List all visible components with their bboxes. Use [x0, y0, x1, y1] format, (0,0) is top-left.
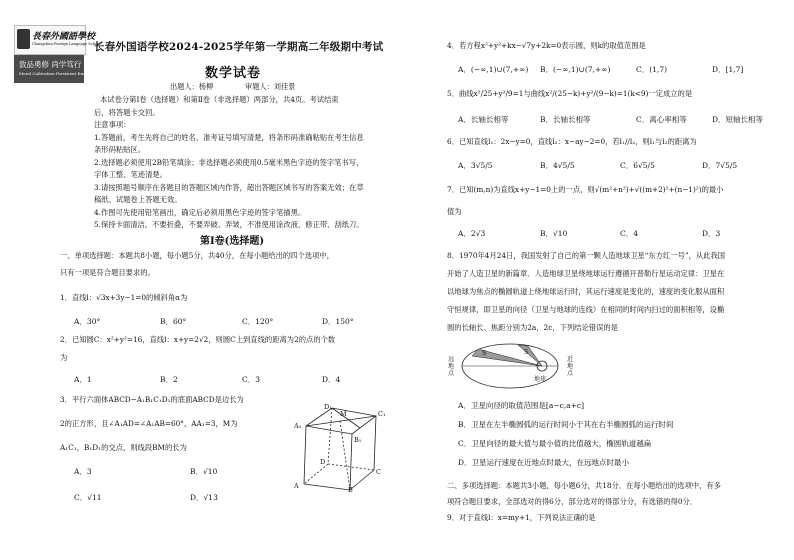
motto-cn: 敦品勇修 尚学笃行: [19, 60, 82, 69]
q6-option-b[interactable]: B．4√5/5: [540, 161, 575, 170]
q8-option-a[interactable]: A．卫星向径的取值范围是[a−c,a+c]: [458, 401, 585, 410]
q4-option-a[interactable]: A．(−∞,1)∪(7,+∞): [458, 65, 529, 74]
q7-stem: 7．已知(m,n)为直线x+y−1=0上的一点，则√(m²+n²)+√((m+2)²+(n−1)²)的最小: [447, 185, 724, 194]
motto-en: Moral Cultivation Persistent Endeavor: [19, 71, 97, 76]
fig-label: C₁: [378, 410, 386, 418]
q5-option-d[interactable]: D．短轴长相等: [712, 115, 764, 124]
q7-stem-cont: 值为: [447, 207, 462, 216]
q6-option-a[interactable]: A．3√5/5: [458, 161, 493, 170]
intro-line: 字体工整、笔迹清楚。: [94, 170, 167, 179]
intro-line: 3.请按照题号顺序在各题目的答题区域内作答，超出答题区域书写的答案无效；在草: [94, 182, 364, 192]
q5-option-a[interactable]: A．长轴长相等: [458, 115, 509, 124]
intro-line: 稿纸、试题卷上答题无效。: [94, 195, 182, 204]
school-logo: [14, 25, 101, 83]
q7-option-b[interactable]: B．√10: [540, 229, 568, 238]
q4-option-b[interactable]: B．(−∞,1)∪(7,+∞): [540, 65, 611, 74]
q1-option-c[interactable]: C．120°: [242, 317, 274, 326]
q3-option-b[interactable]: B．√10: [190, 467, 218, 476]
fig-label: B: [348, 486, 353, 492]
logo-motto: [14, 55, 97, 83]
fig-label: 地球: [534, 376, 547, 383]
q2-stem: 2．已知圆C：x²+y²=16，直线l：x+y=2√2，则圆C上到直线的距离为2的点的个数: [60, 335, 336, 344]
fig-label: D₁: [324, 404, 332, 411]
crest-icon: [17, 29, 30, 49]
logo-calligraphy: [14, 25, 101, 55]
q8-option-d[interactable]: D．卫星运行速度在近地点时最大，在远地点时最小: [458, 458, 630, 467]
subject-title: 数学试卷: [205, 66, 262, 81]
parallelepiped-figure: [290, 404, 388, 492]
q8-stem-cont: 圆的长轴长、焦距分别为2a，2c，下列结论错误的是: [447, 323, 618, 332]
logo-name: 長春外國語學校: [32, 32, 96, 42]
q1-option-d[interactable]: D．150°: [322, 317, 354, 326]
q8-stem-cont: 以地球为焦点的椭圆轨道上绕地球运行时，其运行速度是变化的，速度的变化服从面积: [447, 287, 725, 296]
q4-option-d[interactable]: D．[1,7]: [712, 65, 744, 74]
q9-stem: 9．对于直线l：x=my+1，下列说法正确的是: [447, 513, 596, 522]
q3-stem-cont: A₁C₁，B₁D₁的交点，则线段BM的长为: [60, 443, 187, 452]
q1-option-b[interactable]: B．60°: [160, 317, 187, 326]
intro-line: 1.答题前，考生先将自己的姓名、准考证号填写清楚，将条形码准确粘贴在考生信息: [94, 132, 364, 142]
q3-option-c[interactable]: C．√11: [74, 493, 102, 502]
q8-stem-cont: 开始了人造卫星的新篇章．人造地球卫星绕地球运行遵循开普勒行星运动定律：卫星在: [447, 269, 725, 278]
section2-instr: 二、多项选择题：本题共3小题，每小题6分，共18分．在每小题给出的选项中，有多: [447, 481, 721, 490]
q8-stem-cont: 守恒规律，即卫星的向径（卫星与地球的连线）在相同的时间内扫过的面积相等，设椭: [447, 305, 725, 314]
intro-line: 4.作图可先使用铅笔画出，确定后必须用黑色字迹的签字笔描黑。: [94, 207, 306, 217]
q5-option-c[interactable]: C．离心率相等: [636, 115, 687, 124]
q8-option-c[interactable]: C．卫星向径的最大值与最小值的比值越大，椭圆轨道越扁: [458, 439, 652, 448]
intro-line: 5.保持卡面清洁，不要折叠，不要弄破、弄皱，不准使用涂改液、修正带、刮纸刀。: [94, 220, 364, 229]
intro-line: 注意事项：: [94, 120, 131, 129]
section1-heading: 第Ⅰ卷(选择题): [200, 236, 265, 247]
exam-title: 长春外国语学校2024-2025学年第一学期高二年级期中考试: [94, 41, 384, 53]
intro-line: 条形码粘贴区。: [94, 145, 146, 154]
orbit-figure: [448, 340, 572, 392]
q3-stem-cont: 2的正方形，且∠A₁AD=∠A₁AB=60°，AA₁=3，M为: [60, 419, 238, 428]
reviewer: 审题人：刘佳景: [245, 82, 296, 91]
q4-stem: 4．若方程x²+y²+kx−√7y+2k=0表示圆，则k的取值范围是: [447, 41, 646, 50]
q7-option-c[interactable]: C．4: [620, 229, 639, 238]
intro-line: 本试卷分第Ⅰ卷（选择题）和第Ⅱ卷（非选择题）两部分，共4页。考试结束: [100, 95, 339, 104]
q2-stem-cont: 为: [60, 353, 68, 362]
q3-option-a[interactable]: A．3: [74, 467, 92, 476]
q4-option-c[interactable]: C．(1,7): [636, 65, 668, 74]
intro-line: 后，将答题卡交回。: [94, 107, 160, 117]
q6-stem: 6．已知直线l₁：2x−y=0，直线l₂：x−ay−2=0，若l₁//l₂，则l₁与l₂的距离为: [447, 137, 697, 146]
section1-instr: 一、单项选择题：本题共8小题，每小题5分，共40分，在每小题给出的四个选项中，: [60, 251, 334, 260]
q7-option-a[interactable]: A．2√3: [458, 229, 486, 238]
intro-line: 2.选择题必须使用2B铅笔填涂；非选择题必须使用0.5毫米黑色字迹的签字笔书写，: [94, 157, 364, 167]
q8-option-b[interactable]: B．卫星在左半椭圆弧的运行时间小于其在右半椭圆弧的运行时间: [458, 420, 674, 429]
q3-stem: 3．平行六面体ABCD−A₁B₁C₁D₁的底面ABCD是边长为: [60, 395, 244, 404]
q1-stem: 1．直线l：√3x+3y−1=0的倾斜角α为: [60, 293, 188, 302]
q1-option-a[interactable]: A．30°: [74, 317, 101, 326]
q6-option-c[interactable]: C．6√5/5: [620, 161, 655, 170]
fig-label: C: [376, 468, 381, 476]
section1-instr: 只有一项是符合题目要求的。: [60, 268, 155, 277]
near-point-label: 近地点: [567, 356, 574, 377]
fig-label: D: [320, 458, 326, 466]
setter: 出题人：杨柳: [170, 82, 214, 91]
q3-option-d[interactable]: D．√13: [190, 493, 218, 502]
logo-name-en: Changchun Foreign Language School: [32, 42, 101, 46]
q7-option-d[interactable]: D．3: [702, 229, 721, 238]
q2-option-a[interactable]: A．1: [74, 375, 92, 384]
fig-label: B₁: [354, 436, 362, 444]
q5-option-b[interactable]: B．长轴长相等: [540, 115, 591, 124]
fig-label: M: [340, 410, 347, 418]
fig-label: S: [482, 350, 487, 357]
q6-option-d[interactable]: D．7√5/5: [702, 161, 738, 170]
section2-instr: 项符合题目要求，全部选对的得6分，部分选对的得部分分，有选错的得0分．: [447, 497, 698, 506]
far-point-label: 远地点: [448, 356, 455, 377]
fig-label: A: [294, 482, 299, 490]
q5-stem: 5．曲线x²/25+y²/9=1与曲线x²/(25−k)+y²/(9−k)=1(k<9)一定成立的是: [447, 89, 693, 98]
fig-label: A₁: [294, 422, 302, 430]
fig-label: S: [524, 349, 529, 356]
q2-option-c[interactable]: C．3: [242, 375, 261, 384]
q2-option-b[interactable]: B．2: [160, 375, 178, 384]
q2-option-d[interactable]: D．4: [322, 375, 341, 384]
q8-stem: 8．1970年4月24日，我国发射了自己的第一颗人造地球卫星“东方红一号”，从此我国: [447, 251, 726, 260]
